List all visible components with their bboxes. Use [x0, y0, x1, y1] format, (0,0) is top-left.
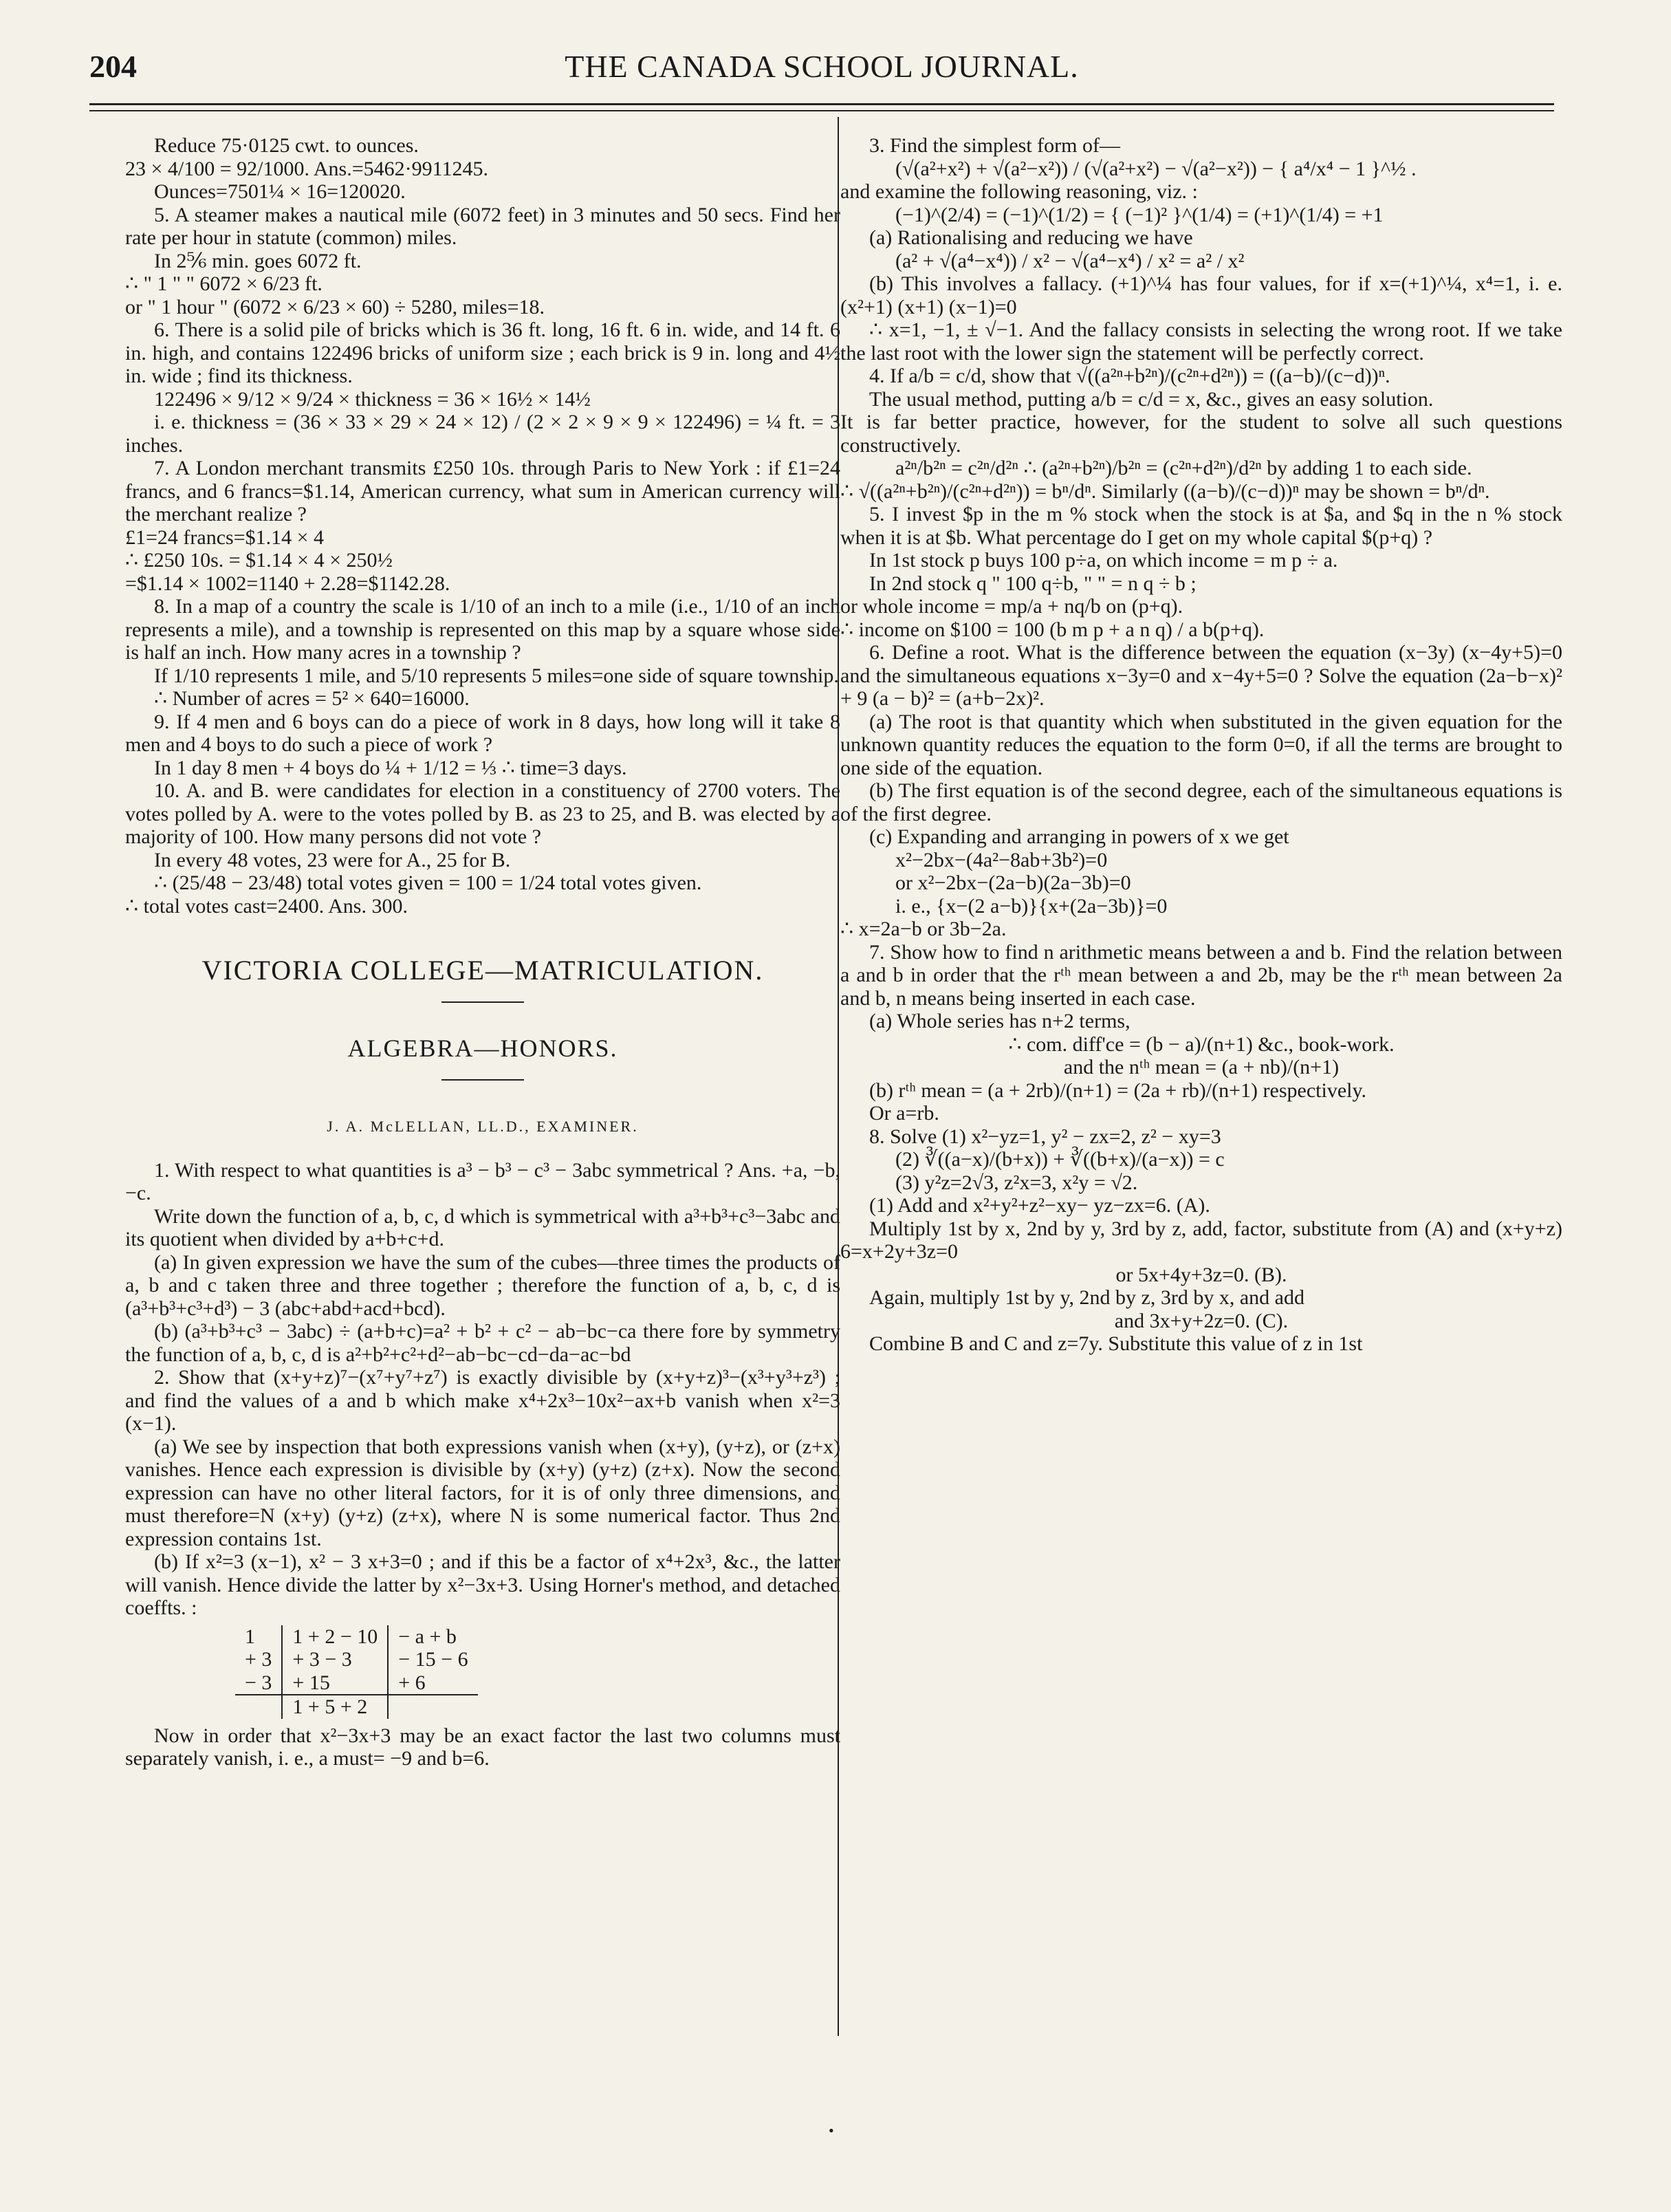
- paragraph: ∴ " 1 " " 6072 × 6/23 ft.: [125, 272, 323, 295]
- paragraph: Or a=rb.: [869, 1102, 939, 1125]
- table-cell: − 3: [245, 1671, 272, 1694]
- paragraph: ∴ com. diff'ce = (b − a)/(n+1) &c., book-work.: [1008, 1032, 1395, 1056]
- paragraph: and the nᵗʰ mean = (a + nb)/(n+1): [1063, 1056, 1340, 1078]
- paragraph: 5. A steamer makes a nautical mile (6072 feet) in 3 minutes and 50 secs. Find her rate per hour in statute (common) miles.: [125, 203, 840, 249]
- paragraph: ∴ x=2a−b or 3b−2a.: [840, 918, 1007, 940]
- paragraph: i. e. thickness = (36 × 33 × 29 × 24 × 12) / (2 × 2 × 9 × 9 × 122496) = ¼ ft. = 3 inches.: [125, 411, 840, 457]
- paragraph: ∴ x=1, −1, ± √−1. And the fallacy consists in selecting the wrong root. If we take the last root with the lower sign the statement will be perfectly correct.: [840, 318, 1562, 365]
- paragraph: ∴ income on $100 = 100 (b m p + a n q) / a b(p+q).: [840, 618, 1265, 641]
- paragraph: If 1/10 represents 1 mile, and 5/10 represents 5 miles=one side of square township.: [154, 664, 839, 687]
- paragraph: or 5x+4y+3z=0. (B).: [1115, 1263, 1287, 1286]
- paragraph: 9. If 4 men and 6 boys can do a piece of work in 8 days, how long will it take 8 men and 4 boys to do such a piece of work ?: [125, 710, 840, 756]
- page-number: 204: [89, 49, 137, 84]
- journal-title: THE CANADA SCHOOL JOURNAL.: [565, 49, 1079, 84]
- paragraph: 5. I invest $p in the m % stock when the stock is at $a, and $q in the n % stock when it is at $b. What percentage do I get on my whole capital $(p+q) ?: [840, 503, 1562, 549]
- paragraph: i. e., {x−(2 a−b)}{x+(2a−3b)}=0: [895, 894, 1168, 918]
- table-row: [235, 1671, 478, 1695]
- paragraph: Multiply 1st by x, 2nd by y, 3rd by z, add, factor, substitute from (A) and (x+y+z) 6=x+2y+3z=0: [840, 1217, 1562, 1263]
- paragraph: Reduce 75·0125 cwt. to ounces.: [154, 134, 419, 157]
- paragraph: In 1st stock p buys 100 p÷a, on which income = m p ÷ a.: [869, 549, 1338, 572]
- header-rule: [89, 103, 1554, 105]
- paragraph: or whole income = mp/a + nq/b on (p+q).: [840, 595, 1183, 618]
- paragraph: 23 × 4/100 = 92/1000. Ans.=5462·9911245.: [125, 157, 488, 180]
- arithmetic-solutions: [125, 134, 840, 918]
- footer-mark: •: [829, 2122, 834, 2139]
- table-cell: 1: [245, 1625, 255, 1648]
- paragraph: ∴ Number of acres = 5² × 640=16000.: [154, 687, 470, 710]
- paragraph: (c) Expanding and arranging in powers of x we get: [869, 825, 1289, 848]
- section-title: VICTORIA COLLEGE—MATRICULATION.: [201, 955, 764, 986]
- paragraph: (1) Add and x²+y²+z²−xy− yz−zx=6. (A).: [869, 1194, 1210, 1217]
- page-header: [89, 48, 1554, 96]
- paragraph: (b) The first equation is of the second degree, each of the simultaneous equations is of the first degree.: [840, 779, 1562, 825]
- paragraph: (a) In given expression we have the sum of the cubes—three times the products of a, b and c taken three and three together ; therefore the function of a, b, c, d is (a³+b³+c³+d³) − 3 (abc+abd+acd+bcd).: [125, 1250, 840, 1320]
- paragraph: (2) ∛((a−x)/(b+x)) + ∛((b+x)/(a−x)) = c: [895, 1148, 1225, 1171]
- paragraph: 10. A. and B. were candidates for election in a constituency of 2700 voters. The votes polled by A. were to the votes polled by B. as 23 to 25, and B. was elected by a majority of 100. How many persons did not vote ?: [125, 779, 840, 848]
- paragraph: 7. A London merchant transmits £250 10s. through Paris to New York : if £1=24 francs, and 6 francs=$1.14, American currency, what sum in American currency will the merchant realize ?: [125, 457, 840, 525]
- paragraph: In 1 day 8 men + 4 boys do ¼ + 1/12 = ⅓ ∴ time=3 days.: [154, 756, 627, 779]
- paragraph: 1. With respect to what quantities is a³ − b³ − c³ − 3abc symmetrical ? Ans. +a, −b, −c.: [125, 1158, 840, 1204]
- paragraph: (3) y²z=2√3, z²x=3, x²y = √2.: [895, 1171, 1138, 1194]
- examiner-line: J. A. McLELLAN, LL.D., EXAMINER.: [327, 1118, 639, 1135]
- paragraph: (b) rᵗʰ mean = (a + 2rb)/(n+1) = (2a + rb)/(n+1) respectively.: [869, 1078, 1367, 1102]
- table-cell: [388, 1695, 477, 1719]
- paragraph: In 2⅚ min. goes 6072 ft.: [154, 249, 362, 272]
- paragraph: 4. If a/b = c/d, show that √((a²ⁿ+b²ⁿ)/(c²ⁿ+d²ⁿ)) = ((a−b)/(c−d))ⁿ.: [869, 365, 1390, 387]
- paragraph: (a) Whole series has n+2 terms,: [869, 1010, 1131, 1032]
- paragraph: 8. Solve (1) x²−yz=1, y² − zx=2, z² − xy=3: [869, 1125, 1221, 1148]
- table-cell: [235, 1695, 282, 1719]
- table-cell: + 3 − 3: [282, 1648, 388, 1671]
- paragraph: (b) (a³+b³+c³ − 3abc) ÷ (a+b+c)=a² + b² + c² − ab−bc−ca there fore by symmetry the function of a, b, c, d is a²+b²+c²+d²−ab−bc−cd−da−ac−bd: [125, 1320, 840, 1366]
- section-divider: [441, 1001, 524, 1003]
- paragraph: In every 48 votes, 23 were for A., 25 for B.: [154, 848, 511, 871]
- paragraph: The usual method, putting a/b = c/d = x, &c., gives an easy solution.: [869, 387, 1434, 411]
- algebra-questions: [125, 1159, 840, 1620]
- paragraph: Again, multiply 1st by y, 2nd by z, 3rd by x, and add: [869, 1286, 1304, 1309]
- paragraph: 7. Show how to find n arithmetic means between a and b. Find the relation between a and b in order that the rᵗʰ mean between a and 2b, may be the rᵗʰ mean between 2a and b, n means being inserted in each case.: [840, 940, 1562, 1010]
- paragraph: or " 1 hour " (6072 × 6/23 × 60) ÷ 5280, miles=18.: [125, 295, 545, 318]
- left-column: [125, 134, 840, 1770]
- paragraph: (b) If x²=3 (x−1), x² − 3 x+3=0 ; and if this be a factor of x⁴+2x³, &c., the latter will vanish. Hence divide the latter by x²−3x+3. Using Horner's method, and detached coeffts. :: [125, 1550, 840, 1619]
- paragraph: ∴ √((a²ⁿ+b²ⁿ)/(c²ⁿ+d²ⁿ)) = bⁿ/dⁿ. Similarly ((a−b)/(c−d))ⁿ may be shown = bⁿ/dⁿ.: [840, 479, 1490, 503]
- paragraph: In 2nd stock q " 100 q÷b, " " = n q ÷ b ;: [869, 572, 1197, 595]
- paragraph: 3. Find the simplest form of—: [869, 134, 1120, 157]
- table-cell: − a + b: [388, 1625, 477, 1649]
- table-cell: + 3: [245, 1648, 272, 1671]
- table-cell: + 15: [282, 1671, 388, 1695]
- paragraph: x²−2bx−(4a²−8ab+3b²)=0: [895, 848, 1108, 871]
- algebra-solutions: [840, 134, 1562, 1356]
- paragraph: or x²−2bx−(2a−b)(2a−3b)=0: [895, 871, 1131, 894]
- table-cell: − 15 − 6: [388, 1648, 477, 1671]
- paragraph: (a² + √(a⁴−x⁴)) / x² − √(a⁴−x⁴) / x² = a² / x²: [895, 249, 1245, 272]
- table-row: [235, 1625, 478, 1649]
- paragraph: ∴ (25/48 − 23/48) total votes given = 100 = 1/24 total votes given.: [154, 871, 702, 894]
- table-row: [235, 1648, 478, 1671]
- paragraph: £1=24 francs=$1.14 × 4: [125, 525, 325, 549]
- paragraph: a²ⁿ/b²ⁿ = c²ⁿ/d²ⁿ ∴ (a²ⁿ+b²ⁿ)/b²ⁿ = (c²ⁿ+d²ⁿ)/d²ⁿ by adding 1 to each side.: [895, 457, 1472, 479]
- paragraph: ∴ total votes cast=2400. Ans. 300.: [125, 894, 408, 918]
- paragraph: (a) The root is that quantity which when substituted in the given equation for the unknown quantity reduces the equation to the form 0=0, if all the terms are brought to one side of the equation.: [840, 710, 1562, 779]
- paragraph: (√(a²+x²) + √(a²−x²)) / (√(a²+x²) − √(a²−x²)) − { a⁴/x⁴ − 1 }^½ .: [895, 157, 1417, 180]
- paragraph: Ounces=7501¼ × 16=120020.: [154, 180, 406, 203]
- paragraph: and 3x+y+2z=0. (C).: [1114, 1309, 1289, 1332]
- table-cell: 1 + 2 − 10: [282, 1625, 388, 1649]
- paragraph: =$1.14 × 1002=1140 + 2.28=$1142.28.: [125, 572, 450, 595]
- closing-paragraph: Now in order that x²−3x+3 may be an exact factor the last two columns must separately vanish, i. e., a must= −9 and b=6.: [125, 1724, 840, 1770]
- paragraph: (a) Rationalising and reducing we have: [869, 226, 1193, 249]
- paragraph: (a) We see by inspection that both expressions vanish when (x+y), (y+z), or (z+x) vanishes. Hence each expression is divisible by (x+y) (y+z) (z+x). Now the second expression can have no other literal factors, for it is of only three dimensions, and must therefore=N (x+y) (y+z) (z+x), where N is some numerical factor. Thus 2nd expression contains 1st.: [125, 1435, 840, 1550]
- header-rule-thin: [89, 110, 1554, 111]
- paragraph: 122496 × 9/12 × 9/24 × thickness = 36 × 16½ × 14½: [154, 387, 591, 411]
- paragraph: 2. Show that (x+y+z)⁷−(x⁷+y⁷+z⁷) is exactly divisible by (x+y+z)³−(x³+y³+z³) ; and find the values of a and b which make x⁴+2x³−10x²−ax+b vanish when x²=3 (x−1).: [125, 1366, 840, 1435]
- table-row: [235, 1695, 478, 1719]
- paragraph: Write down the function of a, b, c, d which is symmetrical with a³+b³+c³−3abc and its quotient when divided by a+b+c+d.: [125, 1204, 840, 1250]
- paragraph: and examine the following reasoning, viz. :: [840, 180, 1198, 203]
- table-cell: 1 + 5 + 2: [282, 1695, 388, 1719]
- horner-division-table: [235, 1625, 478, 1719]
- right-column: [840, 134, 1562, 1356]
- paragraph: (b) This involves a fallacy. (+1)^¼ has four values, for if x=(+1)^¼, x⁴=1, i. e. (x²+1) (x+1) (x−1)=0: [840, 272, 1562, 318]
- paragraph: (−1)^(2/4) = (−1)^(1/2) = { (−1)² }^(1/4) = (+1)^(1/4) = +1: [895, 203, 1384, 226]
- paragraph: It is far better practice, however, for the student to solve all such questions constructively.: [840, 411, 1562, 457]
- paragraph: Combine B and C and z=7y. Substitute this value of z in 1st: [869, 1332, 1363, 1355]
- subsection-title: ALGEBRA—HONORS.: [347, 1034, 618, 1062]
- paragraph: 6. There is a solid pile of bricks which is 36 ft. long, 16 ft. 6 in. wide, and 14 ft. 6 in. high, and contains 122496 bricks of uniform size ; each brick is 9 in. long and 4½ in. wide ; find its thickness.: [125, 318, 840, 387]
- table-cell: + 6: [388, 1671, 477, 1695]
- paragraph: 6. Define a root. What is the difference between the equation (x−3y) (x−4y+5)=0 and the simultaneous equations x−3y=0 and x−4y+5=0 ? Solve the equation (2a−b−x)² + 9 (a − b)² = (a+b−2x)².: [840, 641, 1562, 710]
- subsection-divider: [441, 1079, 524, 1081]
- paragraph: 8. In a map of a country the scale is 1/10 of an inch to a mile (i.e., 1/10 of an inch represents a mile), and a township is represented on this map by a square whose side is half an inch. How many acres in a township ?: [125, 595, 840, 664]
- paragraph: ∴ £250 10s. = $1.14 × 4 × 250½: [125, 549, 393, 572]
